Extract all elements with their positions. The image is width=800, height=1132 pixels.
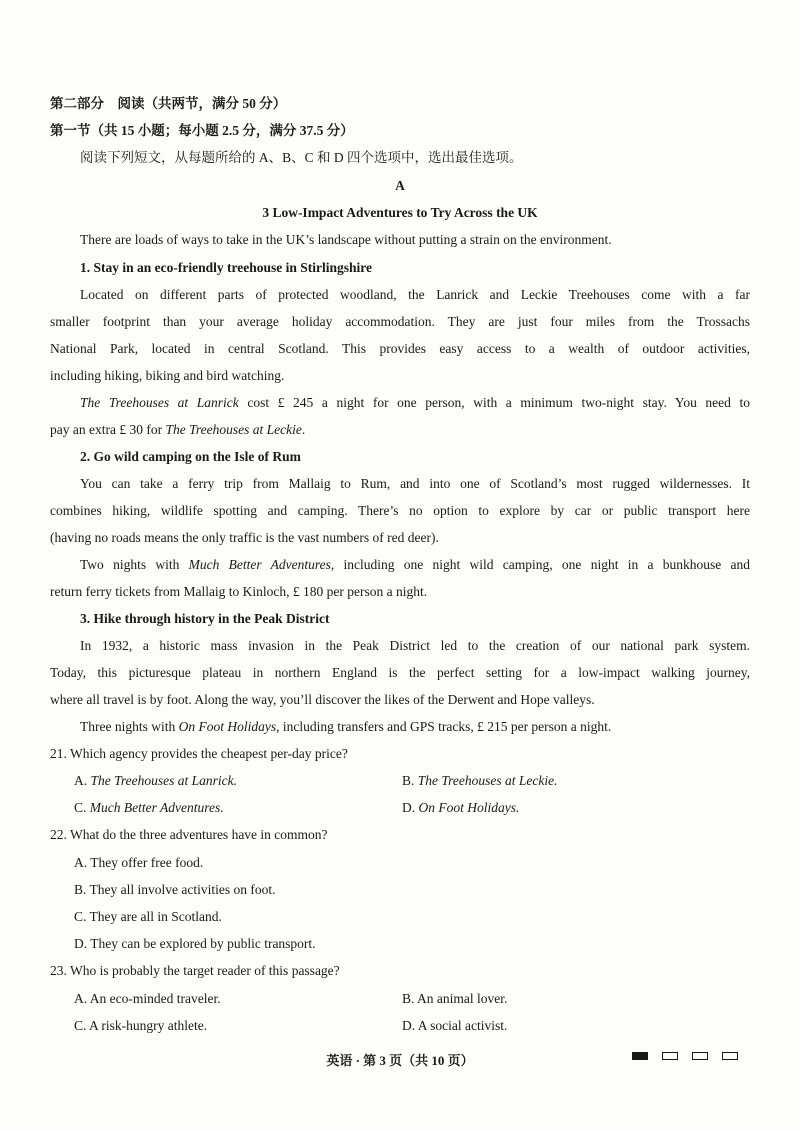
question-23-stem: 23. Who is probably the target reader of this passage? <box>50 963 340 978</box>
section-1-line: including hiking, biking and bird watching. <box>50 368 285 383</box>
option-letter: C. <box>74 800 90 815</box>
agency-name: On Foot Holidays <box>178 719 277 734</box>
page-indicator <box>632 1052 738 1060</box>
question-22-stem: 22. What do the three adventures have in common? <box>50 827 328 842</box>
option-21-b[interactable] <box>402 771 558 791</box>
section-2-heading: 2. Go wild camping on the Isle of Rum <box>80 449 301 464</box>
section-1-price-line <box>80 393 750 413</box>
passage-intro: There are loads of ways to take in the UK’s landscape without putting a strain on the environment. <box>80 232 612 247</box>
text-span: Three nights with <box>80 719 179 734</box>
section-2-line: You can take a ferry trip from Mallaig to Rum, and into one of Scotland’s most rugged wildernesses. It <box>80 476 750 491</box>
option-21-d[interactable] <box>402 798 519 818</box>
section-3-line: Today, this picturesque plateau in northern England is the perfect setting for a low-impact walking journey, <box>50 665 750 680</box>
option-22-b[interactable]: B. They all involve activities on foot. <box>74 882 276 897</box>
section-1-line: National Park, located in central Scotland. This provides easy access to a wealth of outdoor activities, <box>50 341 750 356</box>
option-letter: A. <box>74 773 91 788</box>
agency-name: The Treehouses at Leckie <box>165 422 302 437</box>
text-span: , including transfers and GPS tracks, £ 215 per person a night. <box>276 719 612 734</box>
option-22-c[interactable]: C. They are all in Scotland. <box>74 909 222 924</box>
option-letter: D. <box>402 800 419 815</box>
text-span: , including one night wild camping, one night in a bunkhouse and <box>330 557 750 572</box>
option-text: The Treehouses at Lanrick. <box>90 773 237 788</box>
page-footer: 英语 · 第 3 页（共 10 页） <box>326 1053 474 1068</box>
section-1-heading: 1. Stay in an eco-friendly treehouse in Stirlingshire <box>80 260 373 275</box>
filled-box-icon <box>632 1052 648 1060</box>
text-span: Two nights with <box>80 557 189 572</box>
text-span: . <box>301 422 306 437</box>
part-title: 第二部分 阅读（共两节，满分 50 分） <box>50 96 287 111</box>
text-span: pay an extra £ 30 for <box>50 422 166 437</box>
text-span: cost £ 245 a night for one person, with a minimum two-night stay. You need to <box>238 395 750 410</box>
option-22-a[interactable]: A. They offer free food. <box>74 855 204 870</box>
section-3-line: In 1932, a historic mass invasion in the Peak District led to the creation of our national park system. <box>80 638 750 653</box>
empty-box-icon <box>662 1052 678 1060</box>
option-22-d[interactable]: D. They can be explored by public transport. <box>74 936 316 951</box>
option-21-a[interactable] <box>74 771 237 791</box>
option-23-d[interactable]: D. A social activist. <box>402 1018 508 1033</box>
option-text: The Treehouses at Leckie. <box>417 773 558 788</box>
instruction: 阅读下列短文，从每题所给的 A、B、C 和 D 四个选项中，选出最佳选项。 <box>80 150 523 165</box>
passage-title: 3 Low-Impact Adventures to Try Across the UK <box>262 205 538 220</box>
section-3-line: where all travel is by foot. Along the way, you’ll discover the likes of the Derwent and Hope valleys. <box>50 692 595 707</box>
section-1-line: Located on different parts of protected woodland, the Lanrick and Leckie Treehouses come with a far <box>80 287 750 302</box>
section-1-line: smaller footprint than your average holiday accommodation. They are just four miles from the Trossachs <box>50 314 750 329</box>
section-3-heading: 3. Hike through history in the Peak District <box>80 611 330 626</box>
option-text: Much Better Adventures. <box>89 800 224 815</box>
section-3-price-line <box>80 717 750 737</box>
section-2-price-line: return ferry tickets from Mallaig to Kinloch, £ 180 per person a night. <box>50 584 428 599</box>
option-23-a[interactable]: A. An eco-minded traveler. <box>74 991 221 1006</box>
empty-box-icon <box>722 1052 738 1060</box>
empty-box-icon <box>692 1052 708 1060</box>
section-title: 第一节（共 15 小题；每小题 2.5 分，满分 37.5 分） <box>50 123 354 138</box>
agency-name: Much Better Adventures <box>188 557 331 572</box>
passage-letter: A <box>395 178 405 193</box>
section-2-line: combines hiking, wildlife spotting and camping. There’s no option to explore by car or public transport here <box>50 503 750 518</box>
option-21-c[interactable] <box>74 798 224 818</box>
option-letter: B. <box>402 773 418 788</box>
option-23-c[interactable]: C. A risk-hungry athlete. <box>74 1018 208 1033</box>
option-23-b[interactable]: B. An animal lover. <box>402 991 508 1006</box>
section-1-price-line <box>50 420 750 440</box>
section-2-line: (having no roads means the only traffic is the vast numbers of red deer). <box>50 530 439 545</box>
section-2-price-line <box>80 555 750 575</box>
agency-name: The Treehouses at Lanrick <box>80 395 239 410</box>
question-21-stem: 21. Which agency provides the cheapest per-day price? <box>50 746 348 761</box>
option-text: On Foot Holidays. <box>418 800 520 815</box>
